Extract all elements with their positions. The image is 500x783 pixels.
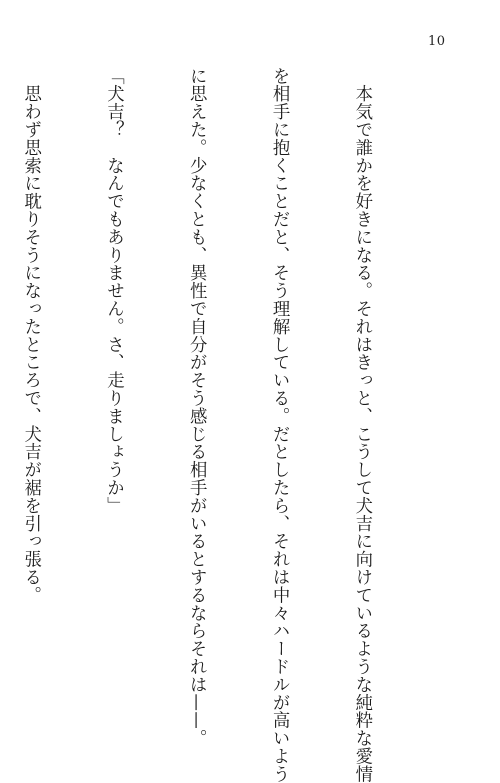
text-line: 「犬吉？ なんでもありません。さ、走りましょうか」	[103, 67, 124, 515]
text-line: を相手に抱くことだと、そう理解している。だとしたら、それは中々ハードルが高いよう	[269, 67, 290, 783]
text-line: 本気で誰かを好きになる。それはきっと、こうして犬吉に向けているような純粋な愛情	[351, 67, 372, 783]
vertical-text-body	[20, 67, 430, 783]
text-line: に思えた。少なくとも、異性で自分がそう感じる相手がいるとするならそれは——。	[186, 67, 207, 748]
page-number: 10	[428, 34, 446, 49]
text-line: 思わず思索に耽りそうになったところで、犬吉が裾を引っ張る。	[20, 67, 41, 604]
